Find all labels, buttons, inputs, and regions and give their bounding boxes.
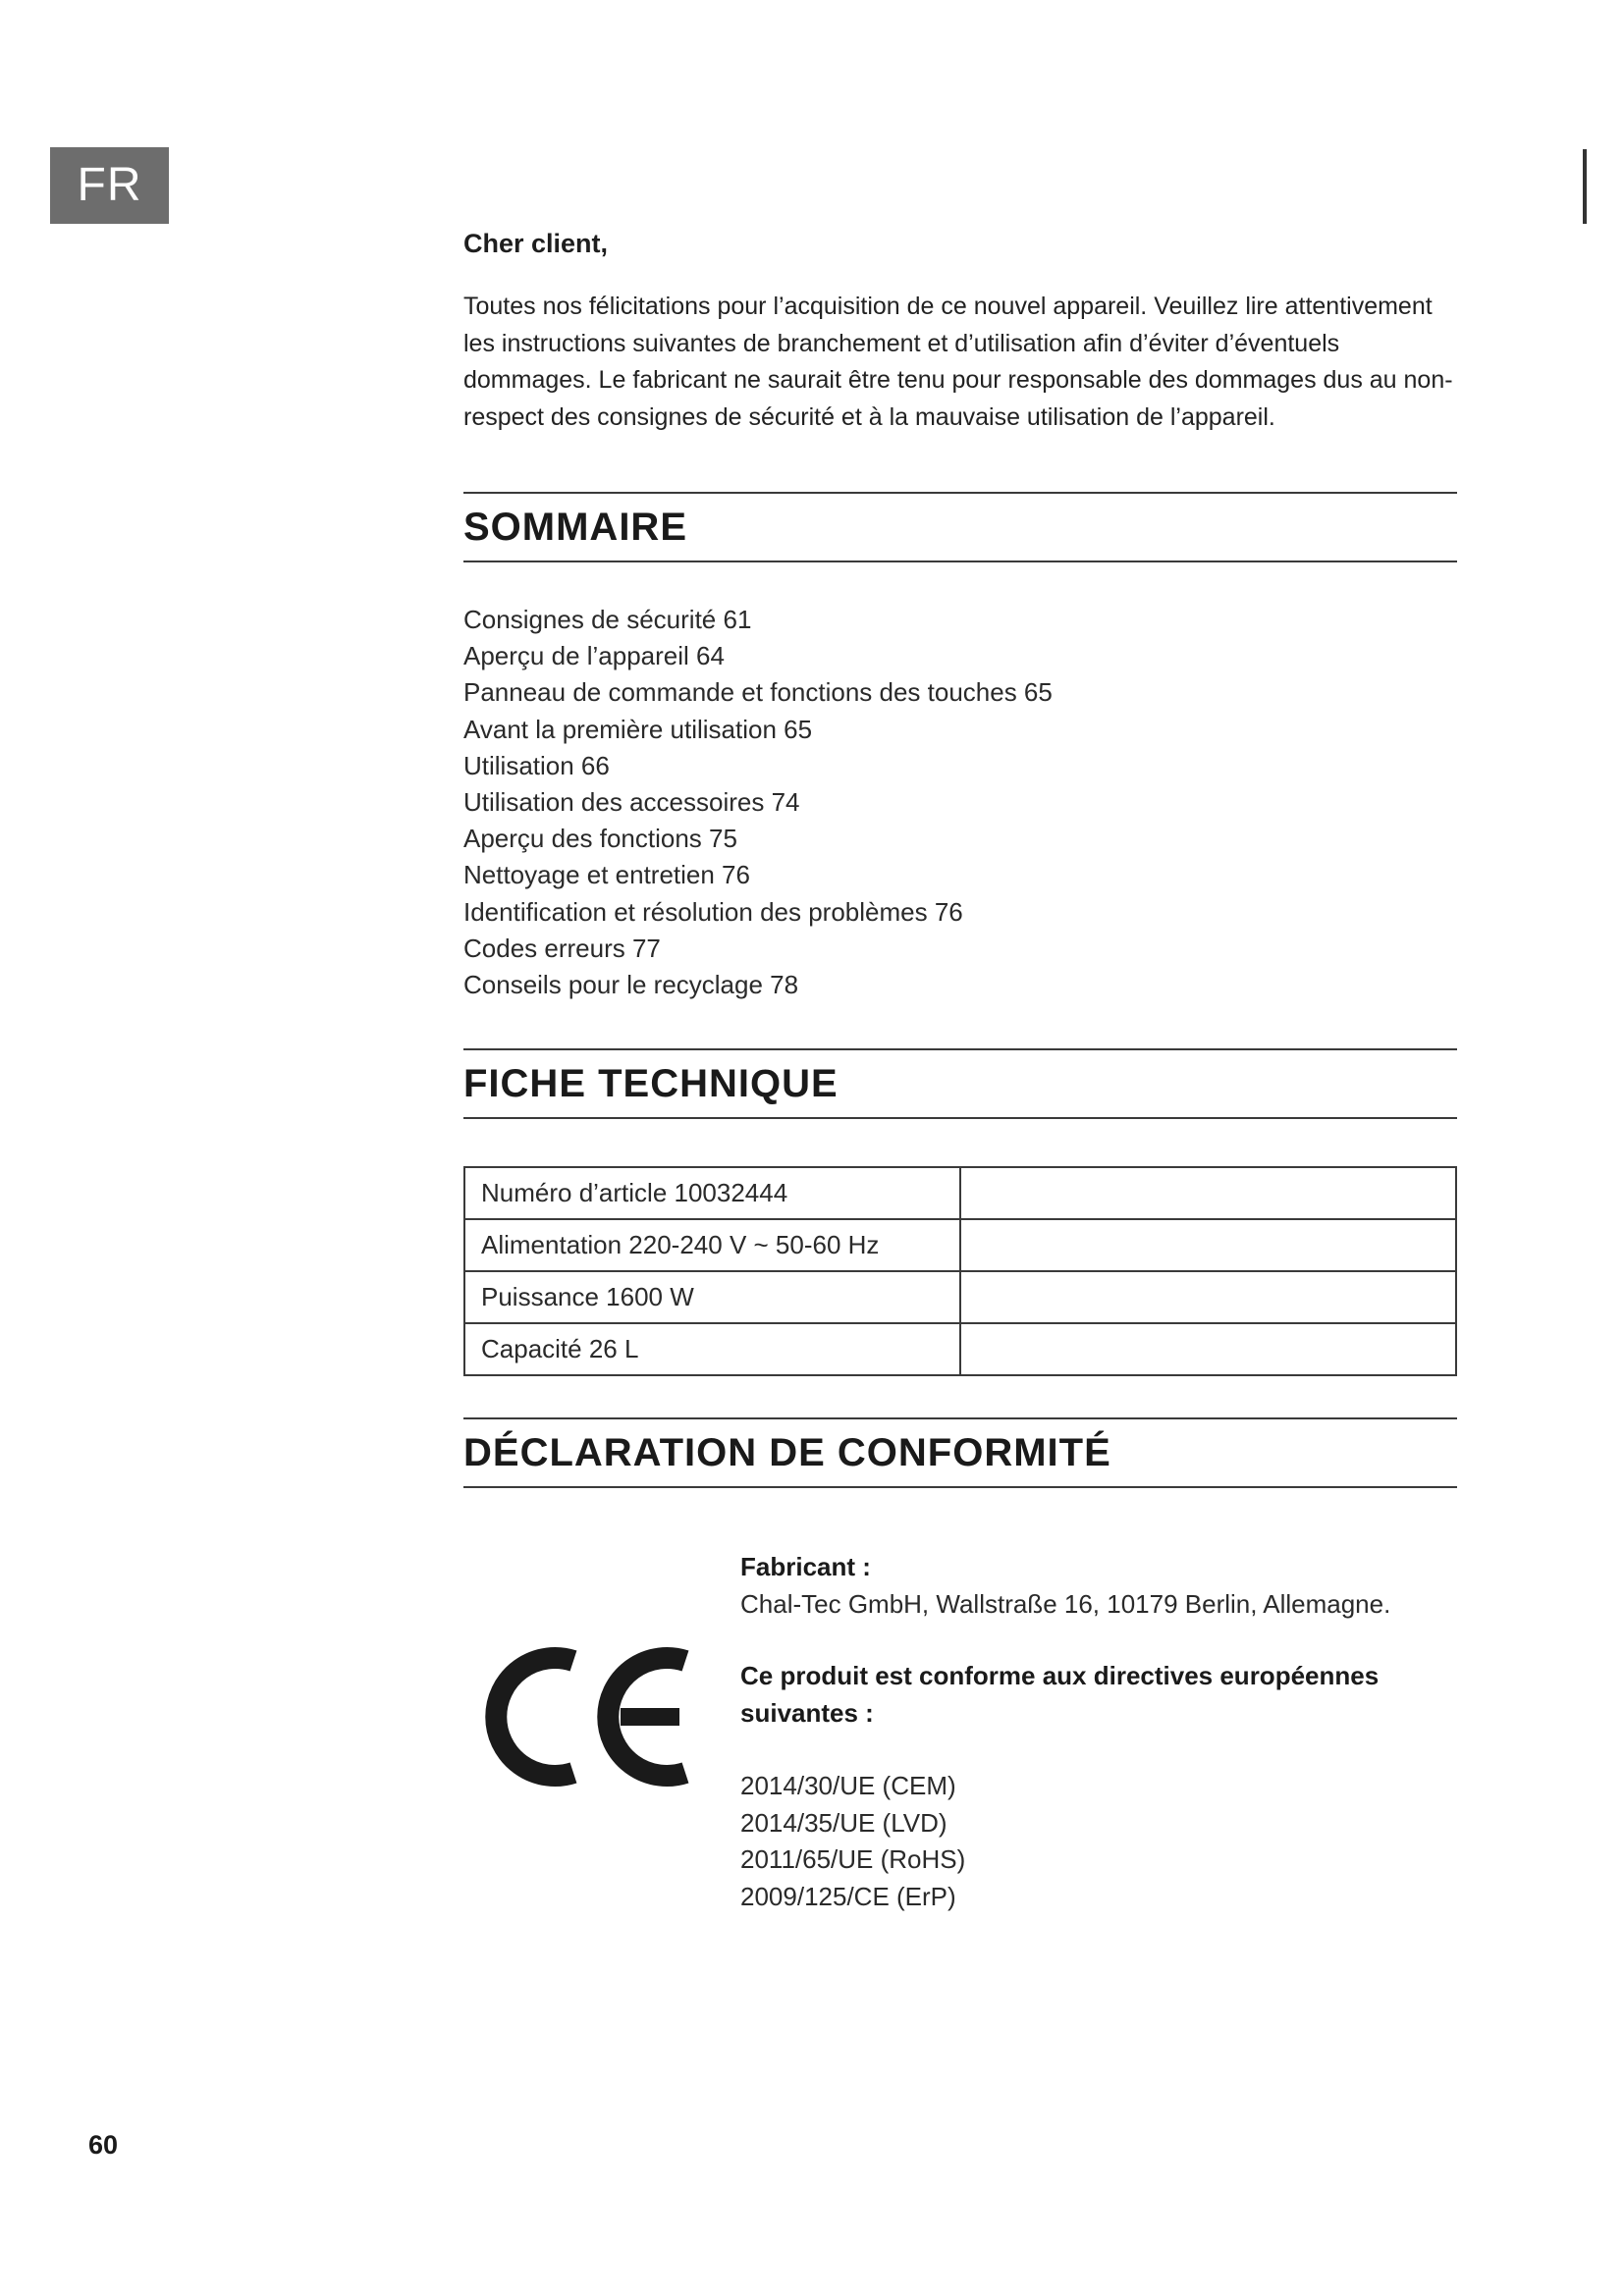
manufacturer-value: Chal-Tec GmbH, Wallstraße 16, 10179 Berlin, Allemagne. xyxy=(740,1588,1391,1619)
spec-empty-cell xyxy=(960,1167,1456,1219)
intro-paragraph: Toutes nos félicitations pour l’acquisition de ce nouvel appareil. Veuillez lire attentivement les instructions suivantes de branchement et d’utilisation afin d’éviter d’éventuels dommages. Le fabricant ne saurait être tenu pour responsable des dommages dus au non-respect des consignes de sécurité et à la mauvaise utilisation de l’appareil. xyxy=(463,293,1453,431)
page-edge-marker xyxy=(1583,149,1587,224)
spec-cell: Alimentation 220-240 V ~ 50-60 Hz xyxy=(464,1219,960,1271)
manufacturer-label: Fabricant : xyxy=(740,1552,871,1582)
table-row xyxy=(464,1167,1456,1219)
spec-empty-cell xyxy=(960,1323,1456,1375)
language-tab: FR xyxy=(50,147,169,224)
directives-list xyxy=(740,1768,1447,1915)
declaration-header xyxy=(463,1417,1457,1488)
fiche-technique-heading: FICHE TECHNIQUE xyxy=(463,1061,839,1105)
spec-cell: Numéro d’article 10032444 xyxy=(464,1167,960,1219)
spec-cell: Puissance 1600 W xyxy=(464,1271,960,1323)
toc-item[interactable]: Identification et résolution des problèmes 76 xyxy=(463,896,963,927)
toc-item[interactable]: Codes erreurs 77 xyxy=(463,933,661,963)
directive-item: 2011/65/UE (RoHS) xyxy=(740,1844,966,1875)
directive-item: 2014/30/UE (CEM) xyxy=(740,1771,956,1801)
spec-table xyxy=(463,1166,1457,1376)
table-row xyxy=(464,1323,1456,1375)
toc-item[interactable]: Consignes de sécurité 61 xyxy=(463,605,752,634)
conformity-label: Ce produit est conforme aux directives européennes suivantes : xyxy=(740,1661,1380,1728)
directive-item: 2009/125/CE (ErP) xyxy=(740,1881,956,1911)
sommaire-heading: SOMMAIRE xyxy=(463,505,687,549)
spec-cell: Capacité 26 L xyxy=(464,1323,960,1375)
table-row xyxy=(464,1219,1456,1271)
toc-item[interactable]: Utilisation des accessoires 74 xyxy=(463,787,800,818)
greeting: Cher client, xyxy=(463,229,609,258)
fiche-technique-header xyxy=(463,1048,1457,1119)
sommaire-header xyxy=(463,492,1457,562)
spec-empty-cell xyxy=(960,1219,1456,1271)
declaration-body xyxy=(463,1488,1457,1920)
toc-item[interactable]: Aperçu de l’appareil 64 xyxy=(463,641,725,671)
declaration-heading: DÉCLARATION DE CONFORMITÉ xyxy=(463,1430,1111,1474)
directive-item: 2014/35/UE (LVD) xyxy=(740,1807,947,1838)
toc-item[interactable]: Panneau de commande et fonctions des touches 65 xyxy=(463,677,1053,708)
toc-item[interactable]: Conseils pour le recyclage 78 xyxy=(463,970,799,1000)
page-content xyxy=(463,224,1457,1920)
spec-empty-cell xyxy=(960,1271,1456,1323)
toc-item[interactable]: Aperçu des fonctions 75 xyxy=(463,824,737,854)
toc-item[interactable]: Utilisation 66 xyxy=(463,750,610,780)
table-row xyxy=(464,1271,1456,1323)
ce-mark-icon xyxy=(483,1633,699,1800)
declaration-text xyxy=(740,1549,1447,1915)
table-of-contents xyxy=(463,602,1457,1003)
page-number: 60 xyxy=(88,2130,119,2160)
toc-item[interactable]: Avant la première utilisation 65 xyxy=(463,714,813,744)
toc-item[interactable]: Nettoyage et entretien 76 xyxy=(463,860,750,890)
